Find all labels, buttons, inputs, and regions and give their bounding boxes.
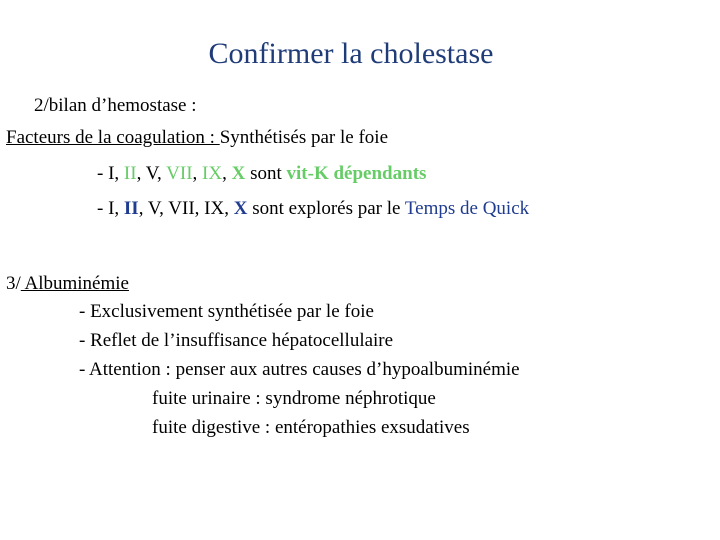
vitk-prefix: - I, bbox=[97, 163, 124, 184]
quick-time-line bbox=[97, 198, 529, 220]
hemostase-heading: 2/bilan d’hemostase : bbox=[34, 95, 197, 116]
quick-time: Temps de Quick bbox=[404, 198, 530, 219]
quick-prefix: - I, bbox=[97, 198, 124, 219]
albumin-heading-number: 3/ bbox=[6, 273, 21, 294]
quick-middle: sont explorés par le bbox=[247, 198, 405, 219]
vitk-factor-x: X bbox=[231, 163, 246, 184]
vitk-factor-vii: VII bbox=[166, 163, 193, 184]
vitk-factor-ix: IX bbox=[202, 163, 223, 184]
albumin-item: - Exclusivement synthétisée par le foie bbox=[79, 301, 374, 322]
vitk-factor-ii: II bbox=[123, 163, 137, 184]
coagulation-factors-label: Facteurs de la coagulation : bbox=[6, 127, 220, 148]
vitamin-k-factors-line bbox=[97, 163, 426, 185]
albumin-cause: fuite urinaire : syndrome néphrotique bbox=[152, 388, 436, 409]
page-title: Confirmer la cholestase bbox=[208, 37, 494, 70]
quick-factor-x: X bbox=[233, 198, 248, 219]
albumin-heading-label: Albuminémie bbox=[20, 273, 129, 294]
vitk-sep-1: , V, bbox=[136, 163, 167, 184]
albumin-cause: fuite digestive : entéropathies exsudatives bbox=[152, 417, 470, 438]
vitk-middle: sont bbox=[245, 163, 287, 184]
coagulation-factors-text: Synthétisés par le foie bbox=[219, 127, 389, 148]
quick-factor-ii: II bbox=[123, 198, 139, 219]
vitk-sep-3: , bbox=[222, 163, 232, 184]
albumin-item: - Attention : penser aux autres causes d’hypoalbuminémie bbox=[79, 359, 520, 380]
coagulation-factors-line bbox=[6, 127, 388, 149]
vitk-sep-2: , bbox=[192, 163, 203, 184]
albumin-heading bbox=[6, 273, 129, 295]
vitk-dependants: vit-K dépendants bbox=[286, 163, 427, 184]
albumin-item: - Reflet de l’insuffisance hépatocellulaire bbox=[79, 330, 394, 351]
quick-sep: , V, VII, IX, bbox=[138, 198, 234, 219]
